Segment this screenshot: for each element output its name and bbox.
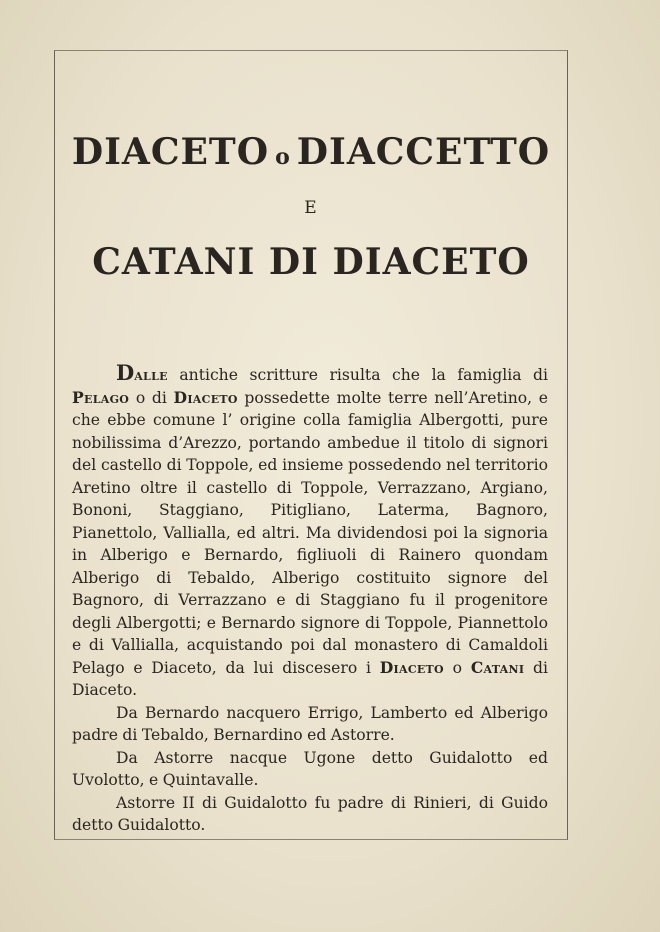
paragraph-2: Da Bernardo nacquero Errigo, Lamberto ed Alberigo padre di Tebaldo, Bernardino ed Astorre. [72, 703, 548, 744]
title-conjunction: o [275, 144, 291, 170]
drop-cap-rest: alle [134, 365, 168, 384]
paragraph-3: Da Astorre nacque Ugone detto Guidalotto ed Uvolotto, e Quintavalle. [72, 748, 548, 789]
title-line-1 [54, 130, 568, 179]
name-diaceto: Diaceto [173, 387, 238, 407]
body-text [72, 362, 548, 837]
title-line-2: CATANI DI DIACETO [92, 241, 530, 283]
drop-cap: D [116, 360, 135, 385]
title-diaceto: DIACETO [71, 131, 270, 173]
paragraph-1-text-d: o [443, 658, 471, 677]
name-diaceto-2: Diaceto [379, 657, 444, 677]
paragraph-1-text-b: o di [129, 388, 174, 407]
name-pelago: Pelago [72, 387, 130, 407]
paragraph-1-text-c: possedette molte terre nell’Aretino, e che ebbe comune l’ origine colla famiglia Albergotti, pure nobilissima d’Arezzo, portando ambedue il titolo di signori del castello di Toppole, ed insieme possedendo nel territorio Aretino oltre il castello di Toppole, Verrazzano, Argiano, Bononi, Staggiano, Pitigliano, Laterma, Bagnoro, Pianettolo, Vallialla, ed altri. Ma dividendosi poi la signoria in Alberigo e Bernardo, figliuoli di Rainero quondam Alberigo di Tebaldo, Alberigo costituito signore del Bagnoro, di Verrazzano e di Staggiano fu il progenitore degli Albergotti; e Bernardo signore di Toppole, Piannettolo e di Vallialla, acquistando poi dal monastero di Camaldoli Pelago e Diaceto, da lui discesero i [72, 388, 548, 677]
paragraph-1-text-a: antiche scritture risulta che la famiglia di [167, 366, 548, 384]
paragraph-4: Astorre II di Guidalotto fu padre di Rinieri, di Guido detto Guidalotto. [72, 793, 548, 834]
name-catani: Catani [470, 657, 525, 677]
title-middle-e: E [304, 198, 318, 218]
paragraph-1-text-e: di Diaceto. [72, 658, 548, 699]
title-diaccetto: DIACCETTO [296, 131, 551, 173]
paragraph-1 [72, 362, 548, 702]
